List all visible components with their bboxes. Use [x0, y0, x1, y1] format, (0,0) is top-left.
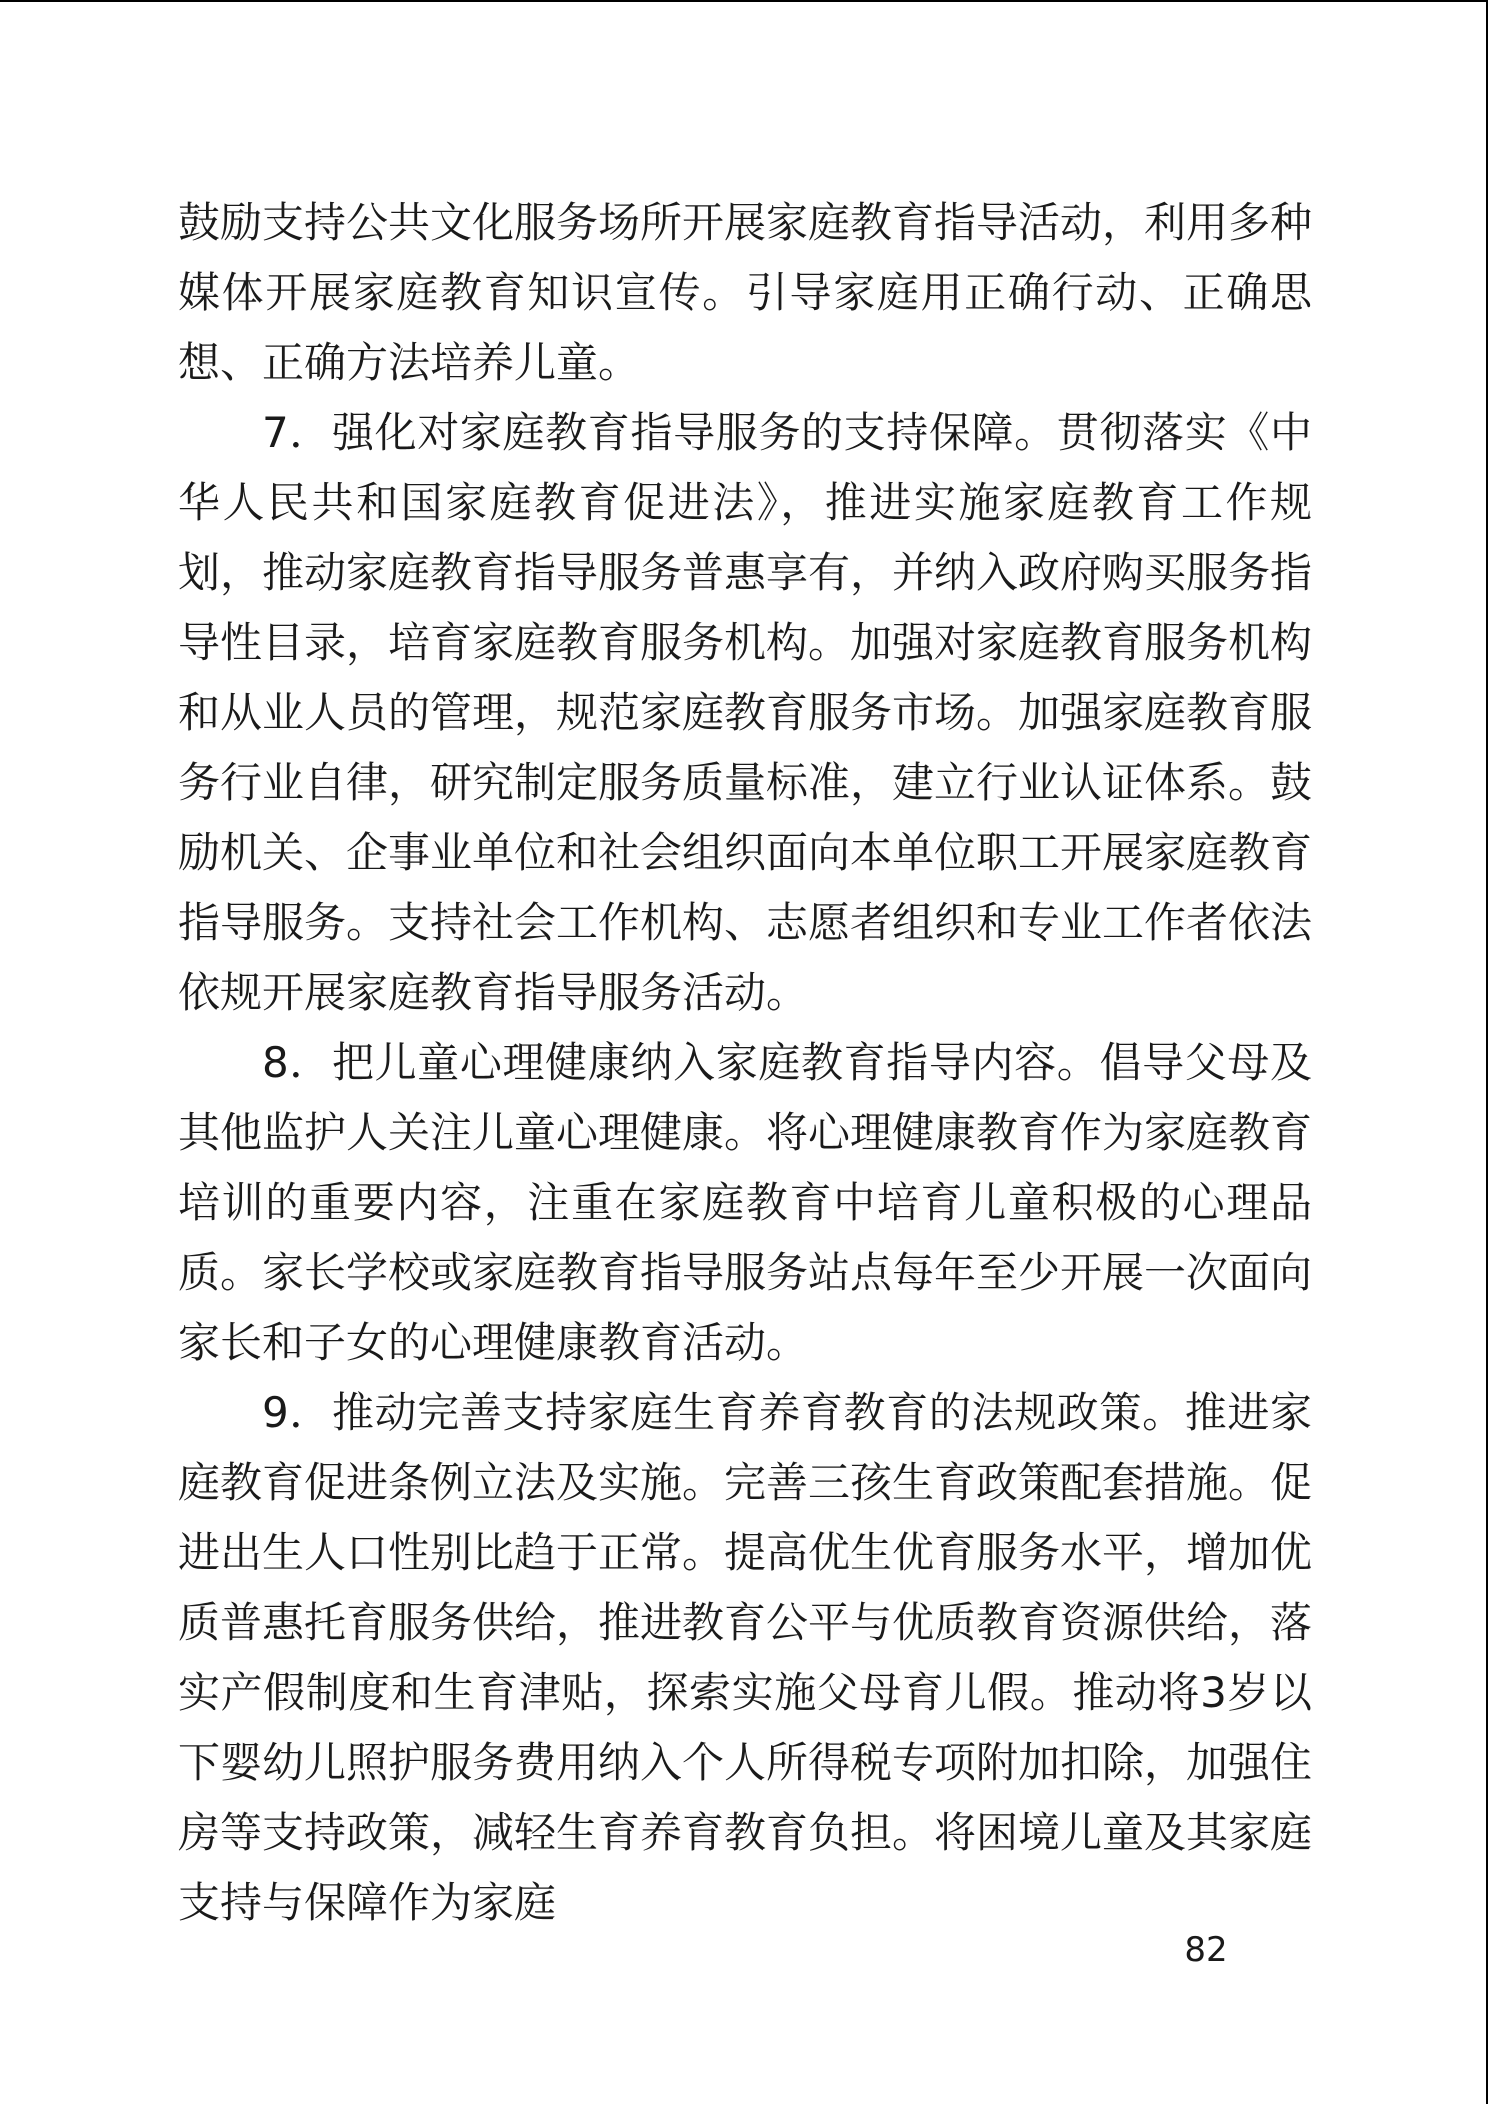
paragraph-item-8: 8．把儿童心理健康纳入家庭教育指导内容。倡导父母及其他监护人关注儿童心理健康。将心理健康教育作为家庭教育培训的重要内容，注重在家庭教育中培育儿童积极的心理品质。家长学校或家庭教育指导服务站点每年至少开展一次面向家长和子女的心理健康教育活动。 — [178, 1038, 1313, 1367]
paragraph-continued: 鼓励支持公共文化服务场所开展家庭教育指导活动，利用多种媒体开展家庭教育知识宣传。引导家庭用正确行动、正确思想、正确方法培养儿童。 — [178, 198, 1313, 387]
page-number: 82 — [1184, 1930, 1228, 1970]
paragraph-item-7: 7．强化对家庭教育指导服务的支持保障。贯彻落实《中华人民共和国家庭教育促进法》，推进实施家庭教育工作规划，推动家庭教育指导服务普惠享有，并纳入政府购买服务指导性目录，培育家庭教育服务机构。加强对家庭教育服务机构和从业人员的管理，规范家庭教育服务市场。加强家庭教育服务行业自律，研究制定服务质量标准，建立行业认证体系。鼓励机关、企事业单位和社会组织面向本单位职工开展家庭教育指导服务。支持社会工作机构、志愿者组织和专业工作者依法依规开展家庭教育指导服务活动。 — [178, 408, 1313, 1017]
document-body — [178, 188, 1312, 1938]
paragraph-item-9: 9．推动完善支持家庭生育养育教育的法规政策。推进家庭教育促进条例立法及实施。完善三孩生育政策配套措施。促进出生人口性别比趋于正常。提高优生优育服务水平，增加优质普惠托育服务供给，推进教育公平与优质教育资源供给，落实产假制度和生育津贴，探索实施父母育儿假。推动将3岁以下婴幼儿照护服务费用纳入个人所得税专项附加扣除，加强住房等支持政策，减轻生育养育教育负担。将困境儿童及其家庭支持与保障作为家庭 — [178, 1388, 1313, 1927]
